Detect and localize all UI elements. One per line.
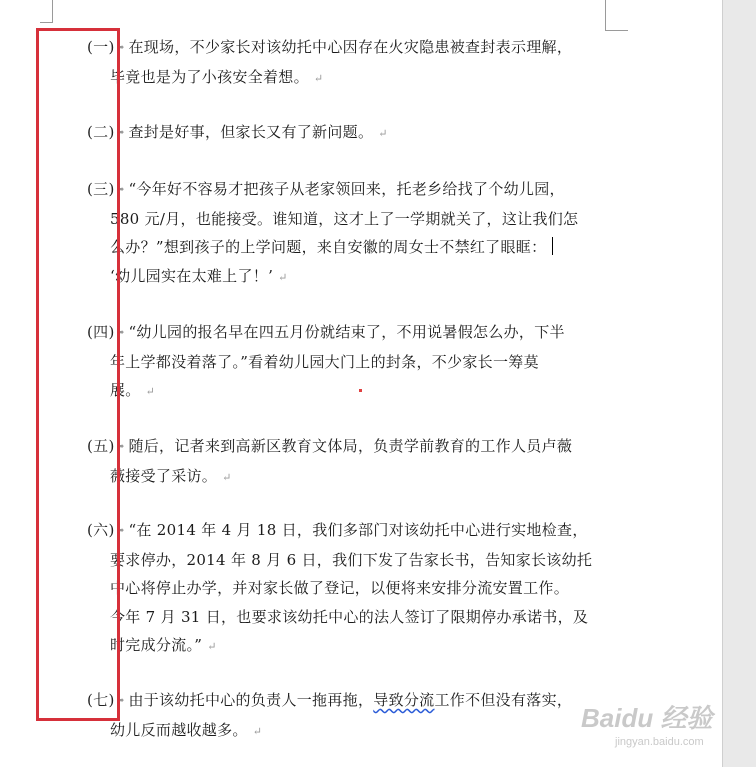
paragraph-text: 展。 — [110, 381, 141, 399]
annotation-highlight-box — [36, 28, 120, 721]
indent-arrow-icon: ➡ — [116, 526, 125, 536]
paragraph-4[interactable] — [87, 318, 607, 407]
paragraph-text: “在 2014 年 4 月 18 日，我们多部门对该幼托中心进行实地检查， — [128, 521, 588, 539]
paragraph-text: 中心将停止办学，并对家长做了登记，以便将来安排分流安置工作。 — [110, 579, 570, 597]
paragraph-text: 时完成分流。” — [110, 636, 203, 654]
paragraph-number: (六) — [87, 521, 115, 539]
indent-arrow-icon: ➡ — [116, 442, 125, 452]
margin-corner-mark — [605, 0, 628, 31]
paragraph-text: 今年 7 月 31 日，也要求该幼托中心的法人签订了限期停办承诺书，及 — [110, 607, 589, 626]
paragraph-number: (七) — [87, 691, 115, 709]
indent-arrow-icon: ➡ — [116, 128, 125, 138]
paragraph-3[interactable] — [87, 175, 607, 292]
paragraph-number: (四) — [87, 323, 115, 341]
paragraph-text: “幼儿园的报名早在四五月份就结束了，不用说暑假怎么办，下半 — [128, 323, 565, 341]
watermark-logo: Baidu 经验 — [581, 703, 713, 733]
paragraph-text: 么办？”想到孩子的上学问题，来自安徽的周女士不禁红了眼眶： — [110, 238, 547, 256]
paragraph-text: 幼儿反而越收越多。 — [110, 720, 248, 739]
paragraph-text: 查封是好事，但家长又有了新问题。 — [128, 123, 374, 141]
paragraph-number: (五) — [87, 437, 115, 455]
paragraph-7[interactable] — [87, 686, 607, 746]
paragraph-mark-icon: ↵ — [313, 71, 324, 85]
paragraph-mark-icon: ↵ — [222, 470, 232, 484]
paragraph-text: 毕竟也是为了小孩安全着想。 — [110, 67, 309, 86]
paragraph-number: (二) — [87, 123, 115, 141]
paragraph-text: 在现场，不少家长对该幼托中心因存在火灾隐患被查封表示理解， — [128, 38, 573, 56]
scrollbar-area[interactable] — [722, 0, 756, 767]
paragraph-text: 随后，记者来到高新区教育文体局，负责学前教育的工作人员卢薇 — [128, 437, 573, 455]
stray-mark — [359, 389, 362, 392]
spellcheck-underlined-text[interactable]: 导致分流 — [373, 691, 435, 709]
paragraph-mark-icon: ↵ — [378, 127, 388, 140]
paragraph-number: (三) — [87, 180, 115, 198]
paragraph-mark-icon: ↵ — [252, 724, 263, 738]
paragraph-mark-icon: ↵ — [278, 270, 288, 284]
paragraph-text: 580 元/月，也能接受。谁知道，这才上了一学期就关了，这让我们怎 — [110, 209, 579, 228]
watermark-url: jingyan.baidu.com — [615, 736, 704, 748]
paragraph-text: 要求停办，2014 年 8 月 6 日，我们下发了告家长书，告知家长该幼托 — [110, 550, 593, 569]
paragraph-text: 工作不但没有落实， — [434, 691, 573, 709]
paragraph-text: 薇接受了采访。 — [110, 466, 218, 485]
margin-corner-mark — [40, 0, 53, 23]
paragraph-mark-icon: ↵ — [145, 385, 156, 398]
baidu-watermark — [575, 698, 725, 758]
paragraph-1[interactable] — [87, 33, 607, 93]
indent-arrow-icon: ➡ — [116, 328, 125, 338]
paragraph-text: 由于该幼托中心的负责人一拖再拖， — [128, 691, 374, 709]
indent-arrow-icon: ➡ — [116, 43, 125, 53]
paragraph-mark-icon: ↵ — [207, 640, 217, 653]
paragraph-5[interactable] — [87, 432, 607, 492]
paragraph-text: “今年好不容易才把孩子从老家领回来，托老乡给找了个幼儿园， — [128, 180, 565, 198]
indent-arrow-icon: ➡ — [116, 185, 125, 195]
paragraph-6[interactable] — [87, 516, 607, 662]
indent-arrow-icon: ➡ — [116, 696, 125, 706]
paragraph-number: (一) — [87, 38, 115, 56]
text-cursor — [552, 237, 553, 255]
paragraph-text: ‘幼儿园实在太难上了！’ — [110, 266, 274, 285]
paragraph-text: 年上学都没着落了。”看着幼儿园大门上的封条，不少家长一筹莫 — [110, 352, 539, 371]
paragraph-2[interactable] — [87, 118, 607, 149]
